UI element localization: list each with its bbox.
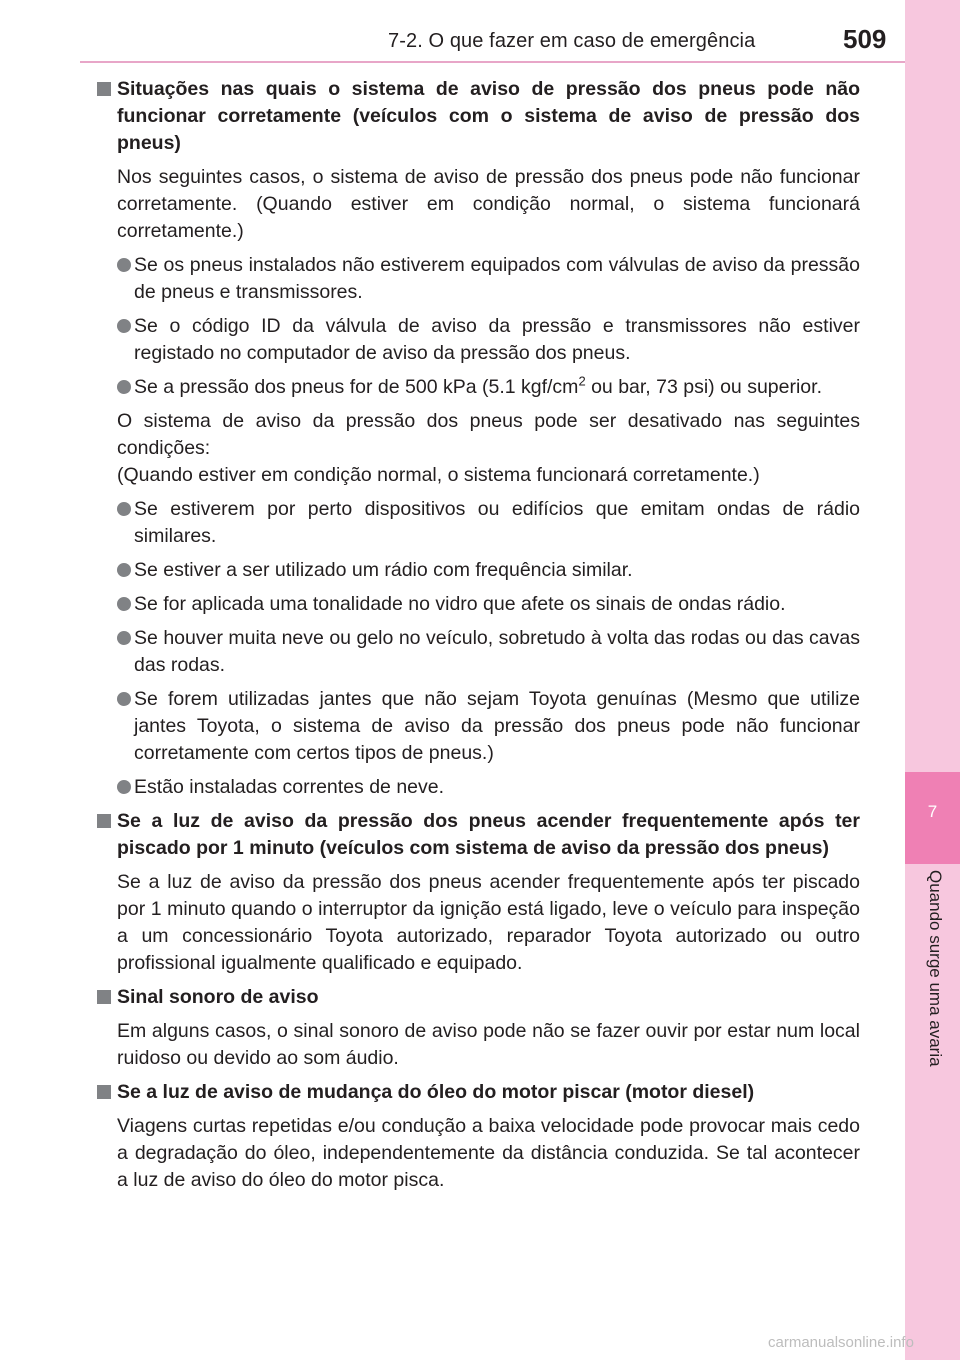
- circle-bullet-icon: [117, 380, 131, 394]
- list-item: [117, 374, 860, 401]
- list-item: [117, 625, 860, 679]
- section-heading: [96, 76, 860, 157]
- list-item-text: Se o código ID da válvula de aviso da pressão e transmissores não estiver registado no computador de aviso da pressão dos pneus.: [134, 315, 860, 364]
- heading-text: Se a luz de aviso de mudança do óleo do motor piscar (motor diesel): [117, 1081, 755, 1103]
- chapter-title: Quando surge uma avaria: [926, 870, 945, 1067]
- page-number: 509: [843, 24, 887, 54]
- list-item-text: Se for aplicada uma tonalidade no vidro que afete os sinais de ondas rádio.: [134, 593, 786, 615]
- list-item: [117, 686, 860, 767]
- paragraph: [117, 408, 860, 489]
- circle-bullet-icon: [117, 780, 131, 794]
- paragraph: Nos seguintes casos, o sistema de aviso de pressão dos pneus pode não funcionar corretamente. (Quando estiver em condição normal, o sistema funcionará corretamente.): [117, 166, 860, 242]
- list-item-text: Se houver muita neve ou gelo no veículo, sobretudo à volta das rodas ou das cavas das rodas.: [134, 627, 860, 676]
- chapter-side-tab: [905, 0, 960, 1360]
- chapter-number-box[interactable]: [905, 772, 960, 864]
- page-content: [96, 76, 860, 1201]
- circle-bullet-icon: [117, 319, 131, 333]
- list-item: [117, 252, 860, 306]
- list-item: [117, 774, 860, 801]
- footer-watermark: carmanualsonline.info: [768, 1334, 914, 1351]
- list-item: [117, 496, 860, 550]
- section-heading: [96, 984, 860, 1011]
- heading-text: Sinal sonoro de aviso: [117, 986, 319, 1008]
- chapter-number: 7: [927, 802, 938, 821]
- header-rule: [80, 61, 905, 63]
- section-heading: [96, 808, 860, 862]
- list-item-text: Se forem utilizadas jantes que não sejam Toyota genuínas (Mesmo que utilize jantes Toyota, o sistema de aviso da pressão dos pneus pode não funcionar corretamente com certos tipos de pneus.): [134, 688, 860, 764]
- paragraph: Se a luz de aviso da pressão dos pneus acender frequentemente após ter piscado por 1 minuto quando o interruptor da ignição está ligado, leve o veículo para inspeção a um concessionário Toyota autorizado, reparador Toyota autorizado ou outro profissional igualmente qualificado e equipado.: [117, 871, 860, 974]
- heading-text: Se a luz de aviso da pressão dos pneus acender frequentemente após ter piscado por 1 minuto (veículos com sistema de aviso da pressão dos pneus): [117, 810, 860, 859]
- section-title: 7-2. O que fazer em caso de emergência: [388, 30, 756, 52]
- list-item: [117, 313, 860, 367]
- square-bullet-icon: [97, 82, 111, 96]
- superscript: 2: [578, 373, 586, 389]
- square-bullet-icon: [97, 990, 111, 1004]
- paragraph: Viagens curtas repetidas e/ou condução a baixa velocidade pode provocar mais cedo a degradação do óleo, independentemente da distância conduzida. Se tal acontecer a luz de aviso do óleo do motor pisca.: [117, 1115, 860, 1191]
- heading-text: Situações nas quais o sistema de aviso de pressão dos pneus pode não funcionar corretamente (veículos com o sistema de aviso de pressão dos pneus): [117, 78, 860, 154]
- circle-bullet-icon: [117, 502, 131, 516]
- circle-bullet-icon: [117, 631, 131, 645]
- list-item-text: Se estiver a ser utilizado um rádio com frequência similar.: [134, 559, 633, 581]
- list-item-text: Se os pneus instalados não estiverem equipados com válvulas de aviso da pressão de pneus e transmissores.: [134, 254, 860, 303]
- circle-bullet-icon: [117, 563, 131, 577]
- list-item-text: Se estiverem por perto dispositivos ou edifícios que emitam ondas de rádio similares.: [134, 498, 860, 547]
- list-item: [117, 591, 860, 618]
- circle-bullet-icon: [117, 258, 131, 272]
- paragraph-line: O sistema de aviso da pressão dos pneus pode ser desativado nas seguintes condições:: [117, 410, 860, 459]
- paragraph: Em alguns casos, o sinal sonoro de aviso pode não se fazer ouvir por estar num local ruidoso ou devido ao som áudio.: [117, 1020, 860, 1069]
- square-bullet-icon: [97, 1085, 111, 1099]
- list-item-text: ou bar, 73 psi) ou superior.: [585, 376, 822, 398]
- section-heading: [96, 1079, 860, 1106]
- circle-bullet-icon: [117, 692, 131, 706]
- circle-bullet-icon: [117, 597, 131, 611]
- list-item: [117, 557, 860, 584]
- list-item-text: Se a pressão dos pneus for de 500 kPa (5.1 kgf/cm: [134, 376, 579, 398]
- paragraph-line: (Quando estiver em condição normal, o sistema funcionará corretamente.): [117, 464, 760, 486]
- square-bullet-icon: [97, 814, 111, 828]
- page-header: [0, 0, 905, 62]
- list-item-text: Estão instaladas correntes de neve.: [134, 776, 445, 798]
